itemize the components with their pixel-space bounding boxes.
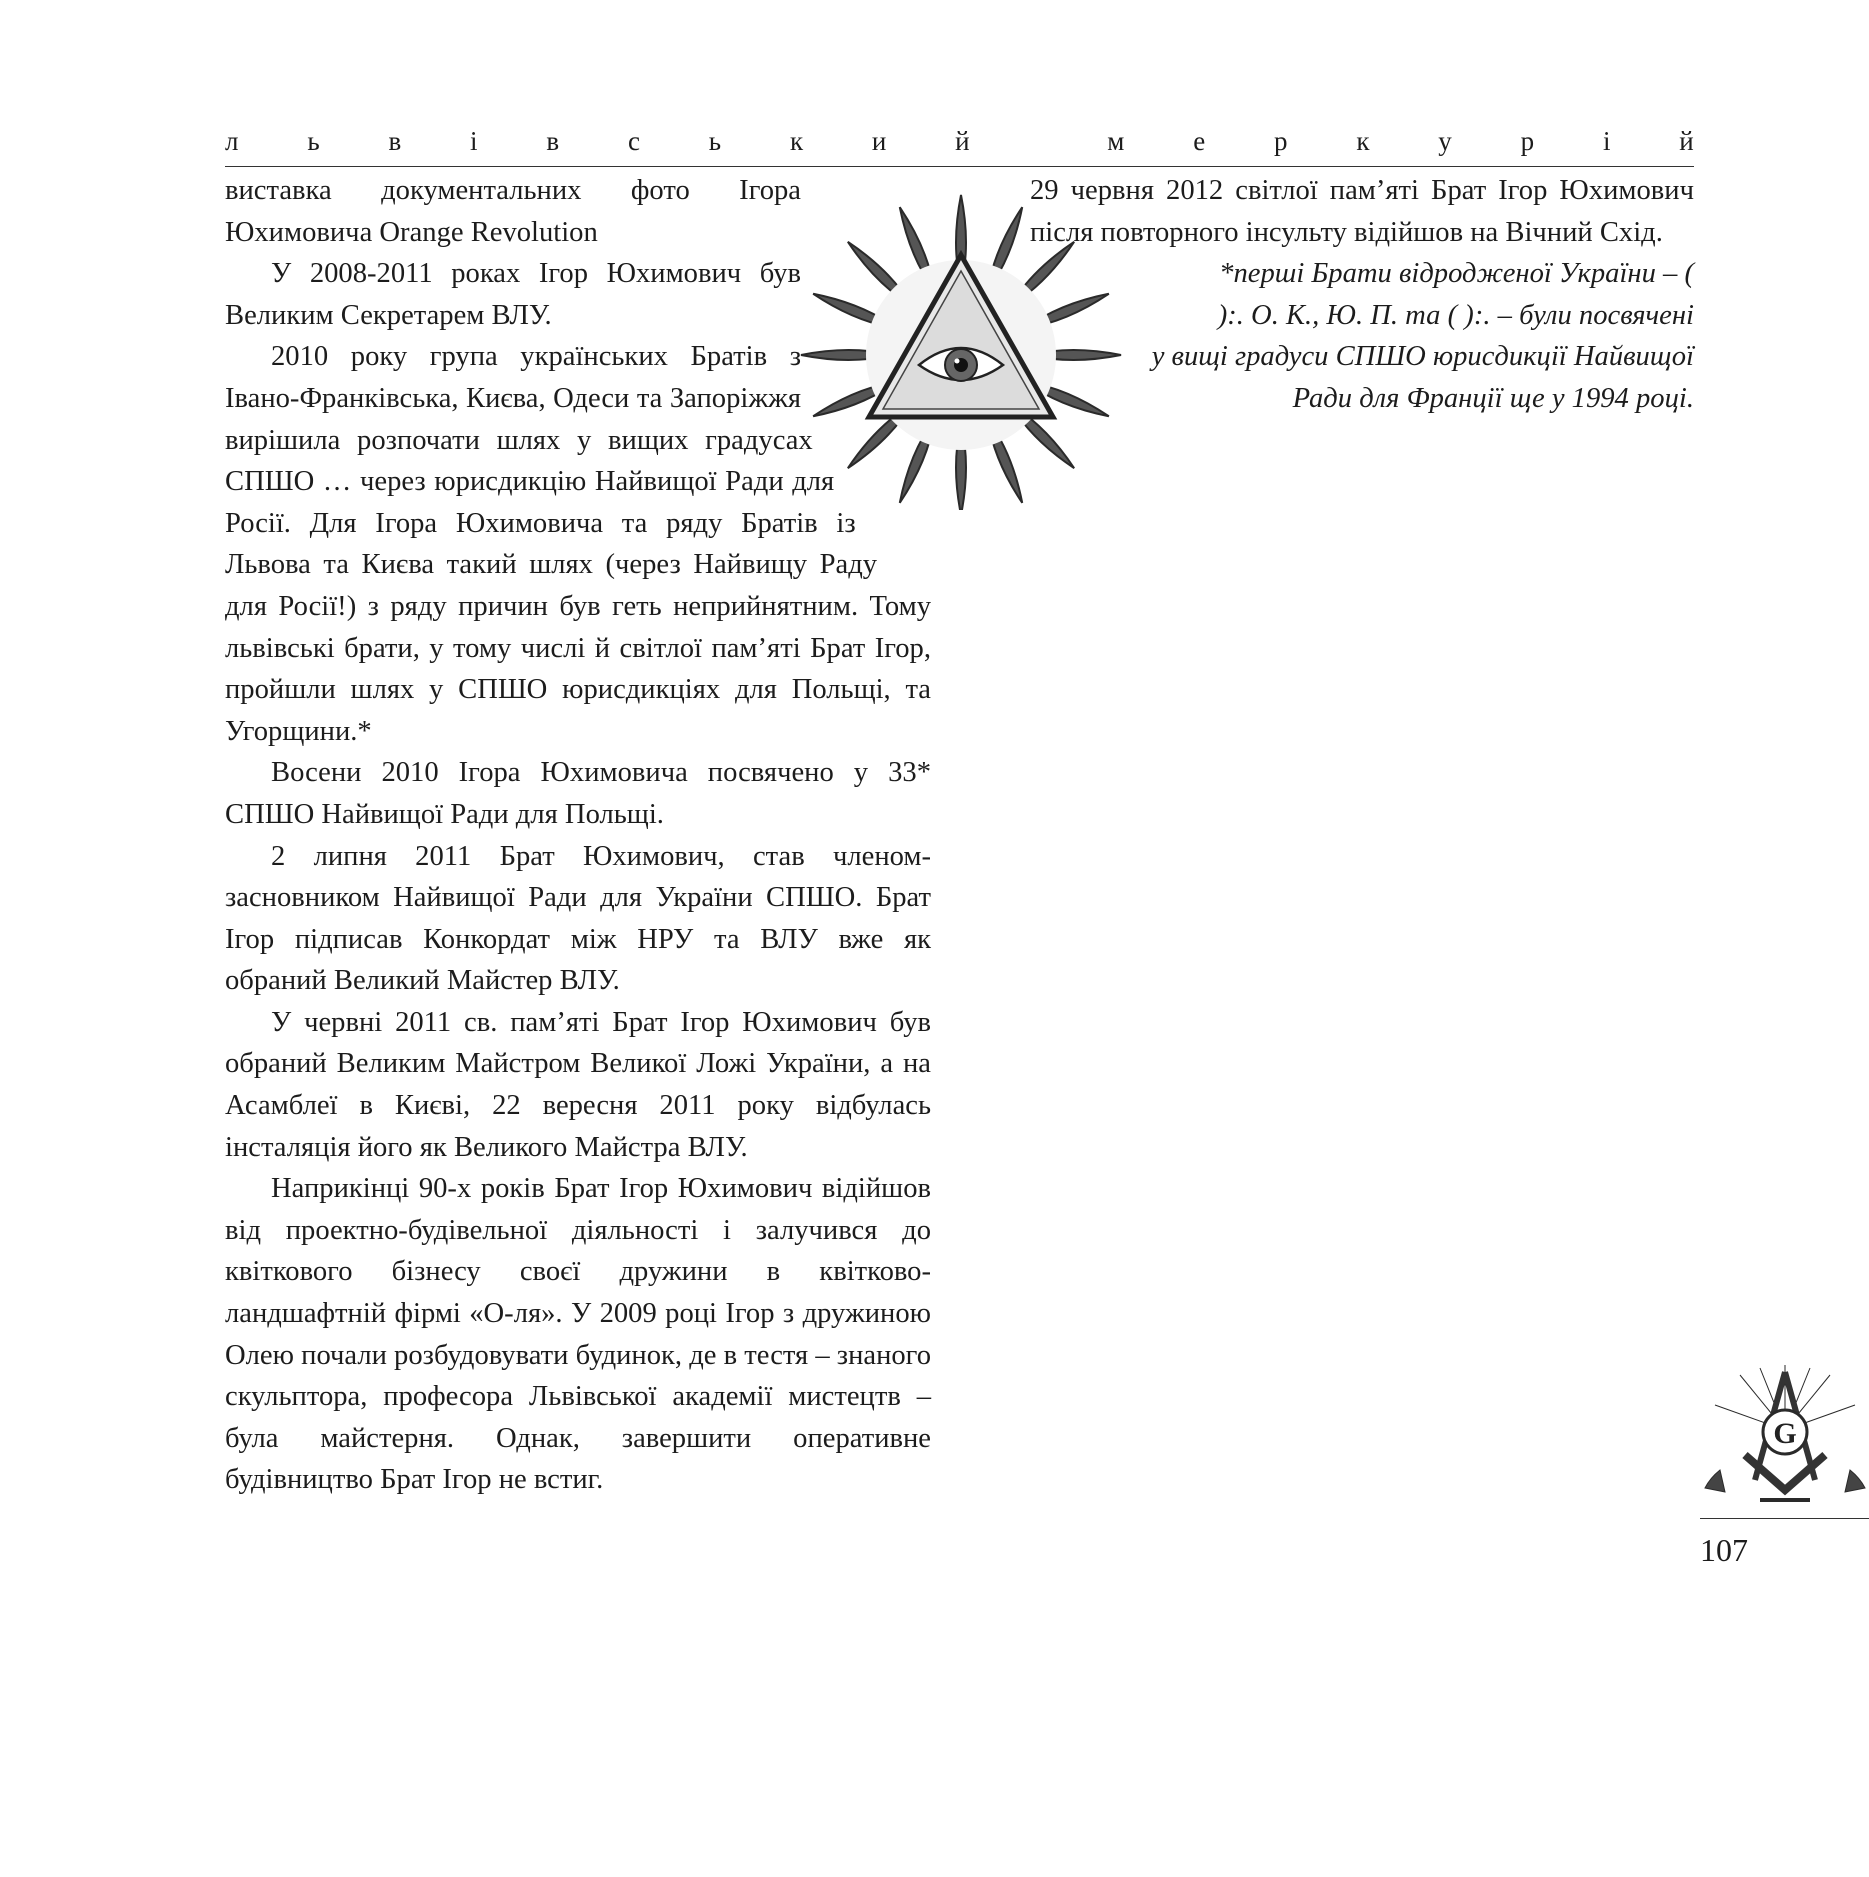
header-letter: і: [1602, 126, 1611, 156]
paragraph: виставка документальних фото Ігора Юхимовича Orange Revolution: [225, 175, 801, 248]
header-letter: й: [955, 126, 970, 156]
right-column: [1030, 170, 1694, 420]
footnote-line: ):. О. К., Ю. П. та ( ):. – були посвячені: [1217, 299, 1694, 331]
page-number: 107: [1700, 1532, 1748, 1568]
header-letter: л: [225, 126, 239, 156]
header-letter: і: [470, 126, 478, 156]
footnote: [1030, 253, 1694, 419]
header-rule: [225, 166, 1694, 167]
header-letter: в: [546, 126, 560, 156]
header-letter: р: [1274, 126, 1288, 156]
header-letter: р: [1520, 126, 1535, 156]
header-letter: к: [789, 126, 804, 156]
header-letter: и: [871, 126, 887, 156]
paragraph: 2 липня 2011 Брат Юхимович, став членом-засновником Найвищої Ради для України СПШО. Брат Ігор підписав Конкордат між НРУ та ВЛУ вже як обраний Великий Майстер ВЛУ.: [225, 840, 931, 997]
footnote-line: *перші Брати відродженої України – (: [1219, 258, 1694, 290]
header-letter: е: [1193, 126, 1206, 156]
header-letter: ь: [307, 126, 320, 156]
paragraph: 2010 року група українських Братів з Івано-Франківська, Києва, Одеси та Запоріжжя вирішила розпочати шлях у вищих градусах СПШО … через юрисдикцію Найвищої Ради для Росії. Для Ігора Юхимовича та ряду Братів із Львова та Києва такий шлях (через Найвищу Раду для Росії!) з ряду причин був геть неприйнятним. Тому львівські брати, у тому числі й світлої пам’яті Брат Ігор, пройшли шлях у СПШО юрисдикціях для Польщі, та Угорщини.*: [225, 341, 931, 747]
header-letter: ь: [708, 126, 722, 156]
all-seeing-eye-icon: [796, 190, 1126, 510]
running-header: [225, 126, 1694, 166]
footnote-line: у вищі градуси СПШО юрисдикції Найвищої: [1151, 341, 1694, 373]
header-letter: й: [1679, 126, 1694, 156]
header-letter: к: [1356, 126, 1370, 156]
paragraph: Восени 2010 Ігора Юхимовича посвячено у 33* СПШО Найвищої Ради для Польщі.: [225, 757, 931, 830]
header-letter: у: [1438, 126, 1452, 156]
header-letter: м: [1107, 126, 1125, 156]
paragraph: У червні 2011 св. пам’яті Брат Ігор Юхимович був обраний Великим Майстром Великої Ложі України, а на Асамблеї в Києві, 22 вересня 2011 року відбулась інсталяція його як Великого Майстра ВЛУ.: [225, 1006, 931, 1163]
paragraph: Наприкінці 90-х років Брат Ігор Юхимович відійшов від проектно-будівельної діяльності і залучився до квіткового бізнесу своєї дружини в квітково-ландшафтній фірмі «О-ля». У 2009 році Ігор з дружиною Олею почали розбудовувати будинок, де в тестя – знаного скульптора, професора Львівської академії мистецтв – була майстерня. Однак, завершити оперативне будівництво Брат Ігор не встиг.: [225, 1173, 931, 1496]
footnote-line: Ради для Франції ще у 1994 році.: [1292, 382, 1694, 414]
header-letter: с: [627, 126, 640, 156]
paragraph: У 2008-2011 роках Ігор Юхимович був Великим Секретарем ВЛУ.: [225, 258, 801, 331]
right-main-text: 29 червня 2012 світлої пам’яті Брат Ігор Юхимович після повторного інсульту відійшов на Вічний Схід.: [1030, 175, 1694, 248]
header-letter: в: [388, 126, 402, 156]
page-number-rule: [1700, 1518, 1869, 1519]
svg-text:G: G: [1773, 1417, 1797, 1450]
square-and-compass-icon: [1700, 1360, 1869, 1510]
